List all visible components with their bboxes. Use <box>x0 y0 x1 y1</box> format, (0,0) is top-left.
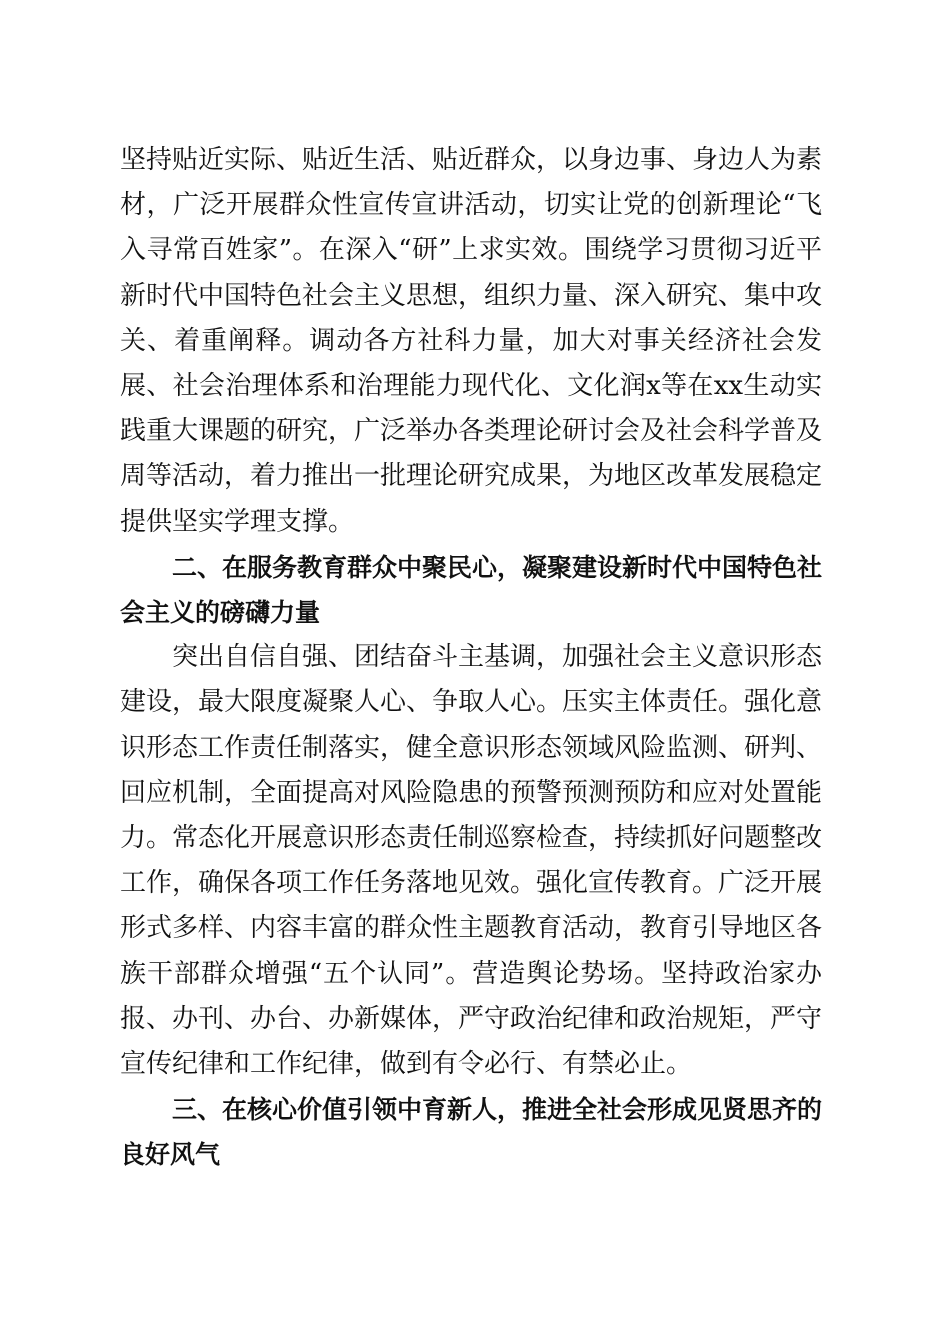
document-body <box>120 138 822 1178</box>
body-paragraph: 突出自信自强、团结奋斗主基调，加强社会主义意识形态建设，最大限度凝聚人心、争取人心。压实主体责任。强化意识形态工作责任制落实，健全意识形态领域风险监测、研判、回应机制，全面提高对风险隐患的预警预测预防和应对处置能力。常态化开展意识形态责任制巡察检查，持续抓好问题整改工作，确保各项工作任务落地见效。强化宣传教育。广泛开展形式多样、内容丰富的群众性主题教育活动，教育引导地区各族干部群众增强“五个认同”。营造舆论势场。坚持政治家办报、办刊、办台、办新媒体，严守政治纪律和政治规矩，严守宣传纪律和工作纪律，做到有令必行、有禁必止。 <box>120 642 823 1080</box>
section-heading-two: 二、在服务教育群众中聚民心，凝聚建设新时代中国特色社会主义的磅礴力量 <box>120 552 823 628</box>
body-paragraph: 坚持贴近实际、贴近生活、贴近群众，以身边事、身边人为素材，广泛开展群众性宣传宣讲活动，切实让党的创新理论“飞入寻常百姓家”。在深入“研”上求实效。围绕学习贯彻习近平新时代中国特色社会主义思想，组织力量、深入研究、集中攻关、着重阐释。调动各方社科力量，加大对事关经济社会发展、社会治理体系和治理能力现代化、文化润x等在xx生动实践重大课题的研究，广泛举办各类理论研讨会及社会科学普及周等活动，着力推出一批理论研究成果，为地区改革发展稳定提供坚实学理支撑。 <box>120 145 823 537</box>
section-heading-three: 三、在核心价值引领中育新人，推进全社会形成见贤思齐的良好风气 <box>120 1095 823 1170</box>
